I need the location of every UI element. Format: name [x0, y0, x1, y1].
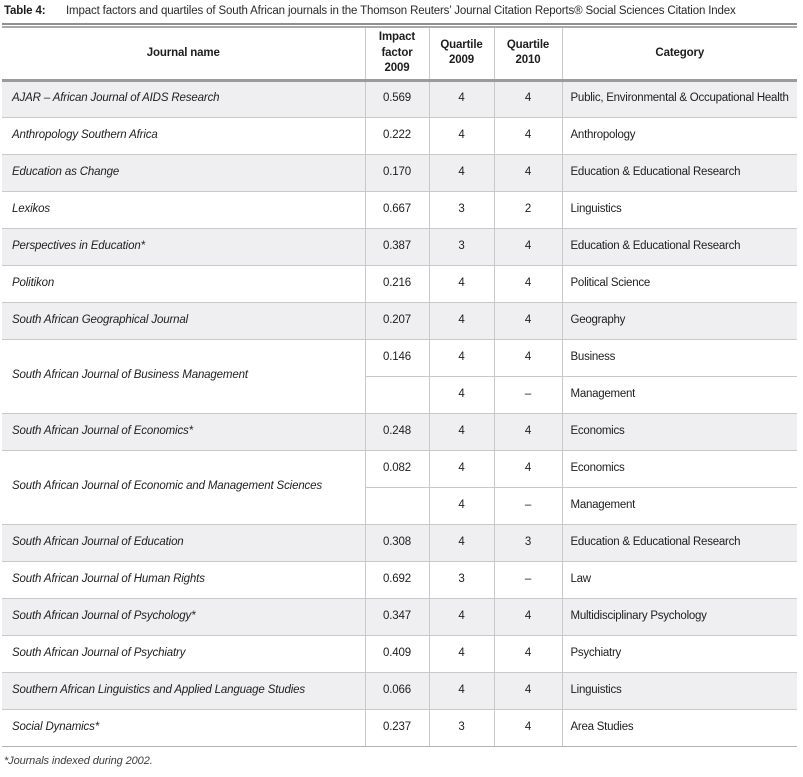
- quartile-2010-cell: –: [494, 561, 562, 598]
- quartile-2010-cell: 4: [494, 709, 562, 746]
- quartile-2010-cell: 4: [494, 339, 562, 376]
- quartile-2009-cell: 3: [429, 709, 494, 746]
- quartile-2009-cell: 4: [429, 598, 494, 635]
- table-row: [2, 524, 797, 561]
- category-cell: Management: [562, 487, 797, 524]
- quartile-2009-cell: 4: [429, 672, 494, 709]
- table-row: [2, 117, 797, 154]
- quartile-2009-cell: 4: [429, 154, 494, 191]
- table-row: [2, 598, 797, 635]
- category-cell: Education & Educational Research: [562, 524, 797, 561]
- quartile-2009-cell: 4: [429, 80, 494, 117]
- header-row: [2, 28, 797, 80]
- quartile-2010-cell: 4: [494, 598, 562, 635]
- journals-table: [2, 28, 797, 747]
- journal-name-cell: Education as Change: [2, 154, 365, 191]
- category-cell: Area Studies: [562, 709, 797, 746]
- table-row: [2, 635, 797, 672]
- quartile-2009-cell: 4: [429, 487, 494, 524]
- column-header-category: Category: [562, 28, 797, 80]
- impact-factor-cell: 0.409: [365, 635, 429, 672]
- table-row: [2, 561, 797, 598]
- journal-name-cell: Southern African Linguistics and Applied Language Studies: [2, 672, 365, 709]
- table-body: [2, 80, 797, 746]
- impact-factor-cell: 0.237: [365, 709, 429, 746]
- quartile-2009-cell: 4: [429, 450, 494, 487]
- table-row: [2, 450, 797, 487]
- quartile-2009-cell: 4: [429, 635, 494, 672]
- table-row: [2, 228, 797, 265]
- quartile-2009-cell: 4: [429, 265, 494, 302]
- quartile-2009-cell: 4: [429, 302, 494, 339]
- category-cell: Psychiatry: [562, 635, 797, 672]
- impact-factor-cell: 0.569: [365, 80, 429, 117]
- quartile-2010-cell: 4: [494, 117, 562, 154]
- category-cell: Multidisciplinary Psychology: [562, 598, 797, 635]
- journal-name-cell: Anthropology Southern Africa: [2, 117, 365, 154]
- journal-name-cell: South African Journal of Education: [2, 524, 365, 561]
- journal-name-cell: South African Journal of Business Management: [2, 339, 365, 413]
- journal-name-cell: Perspectives in Education*: [2, 228, 365, 265]
- category-cell: Management: [562, 376, 797, 413]
- quartile-2009-cell: 3: [429, 191, 494, 228]
- category-cell: Political Science: [562, 265, 797, 302]
- table-caption-label: Table 4:: [4, 5, 46, 17]
- table-header: [2, 28, 797, 80]
- impact-factor-cell: 0.082: [365, 450, 429, 487]
- impact-factor-cell: 0.066: [365, 672, 429, 709]
- impact-factor-cell: 0.667: [365, 191, 429, 228]
- category-cell: Economics: [562, 450, 797, 487]
- quartile-2010-cell: 4: [494, 635, 562, 672]
- table-row: [2, 302, 797, 339]
- table-row: [2, 672, 797, 709]
- table-row: [2, 80, 797, 117]
- table-row: [2, 413, 797, 450]
- quartile-2010-cell: 3: [494, 524, 562, 561]
- category-cell: Public, Environmental & Occupational Health: [562, 80, 797, 117]
- category-cell: Linguistics: [562, 672, 797, 709]
- column-header-journal: Journal name: [2, 28, 365, 80]
- category-cell: Anthropology: [562, 117, 797, 154]
- table-row: [2, 191, 797, 228]
- quartile-2010-cell: 4: [494, 413, 562, 450]
- impact-factor-cell: 0.170: [365, 154, 429, 191]
- category-cell: Business: [562, 339, 797, 376]
- journal-name-cell: South African Geographical Journal: [2, 302, 365, 339]
- quartile-2009-cell: 4: [429, 339, 494, 376]
- quartile-2010-cell: 4: [494, 228, 562, 265]
- quartile-2010-cell: 2: [494, 191, 562, 228]
- quartile-2010-cell: 4: [494, 265, 562, 302]
- journal-name-cell: Politikon: [2, 265, 365, 302]
- quartile-2010-cell: 4: [494, 672, 562, 709]
- quartile-2010-cell: 4: [494, 80, 562, 117]
- journal-name-cell: Social Dynamics*: [2, 709, 365, 746]
- impact-factor-cell: 0.308: [365, 524, 429, 561]
- impact-factor-cell: 0.146: [365, 339, 429, 376]
- table-row: [2, 339, 797, 376]
- journal-name-cell: South African Journal of Psychiatry: [2, 635, 365, 672]
- quartile-2010-cell: 4: [494, 154, 562, 191]
- quartile-2010-cell: –: [494, 487, 562, 524]
- impact-factor-cell: [365, 487, 429, 524]
- impact-factor-cell: 0.387: [365, 228, 429, 265]
- impact-factor-cell: 0.222: [365, 117, 429, 154]
- journal-name-cell: South African Journal of Economics*: [2, 413, 365, 450]
- table-row: [2, 265, 797, 302]
- quartile-2009-cell: 4: [429, 117, 494, 154]
- quartile-2009-cell: 3: [429, 228, 494, 265]
- quartile-2010-cell: –: [494, 376, 562, 413]
- journal-name-cell: South African Journal of Human Rights: [2, 561, 365, 598]
- column-header-q2010: Quartile 2010: [494, 28, 562, 80]
- journal-name-cell: Lexikos: [2, 191, 365, 228]
- table-caption-text: Impact factors and quartiles of South African journals in the Thomson Reuters’ Journal Citation Reports® Social Sciences Citation Index: [66, 5, 736, 17]
- quartile-2009-cell: 4: [429, 376, 494, 413]
- table-row: [2, 154, 797, 191]
- quartile-2010-cell: 4: [494, 302, 562, 339]
- table-row: [2, 709, 797, 746]
- journal-name-cell: AJAR – African Journal of AIDS Research: [2, 80, 365, 117]
- table-caption: [2, 0, 797, 23]
- category-cell: Education & Educational Research: [562, 228, 797, 265]
- quartile-2009-cell: 4: [429, 413, 494, 450]
- category-cell: Education & Educational Research: [562, 154, 797, 191]
- journal-name-cell: South African Journal of Psychology*: [2, 598, 365, 635]
- table-footnote: *Journals indexed during 2002.: [4, 754, 153, 767]
- quartile-2009-cell: 4: [429, 524, 494, 561]
- category-cell: Geography: [562, 302, 797, 339]
- quartile-2010-cell: 4: [494, 450, 562, 487]
- column-header-impact: Impact factor 2009: [365, 28, 429, 80]
- impact-factor-cell: 0.692: [365, 561, 429, 598]
- impact-factor-cell: 0.207: [365, 302, 429, 339]
- category-cell: Economics: [562, 413, 797, 450]
- category-cell: Linguistics: [562, 191, 797, 228]
- journal-name-cell: South African Journal of Economic and Management Sciences: [2, 450, 365, 524]
- impact-factor-cell: 0.216: [365, 265, 429, 302]
- impact-factor-cell: 0.248: [365, 413, 429, 450]
- impact-factor-cell: 0.347: [365, 598, 429, 635]
- column-header-q2009: Quartile 2009: [429, 28, 494, 80]
- category-cell: Law: [562, 561, 797, 598]
- quartile-2009-cell: 3: [429, 561, 494, 598]
- impact-factor-cell: [365, 376, 429, 413]
